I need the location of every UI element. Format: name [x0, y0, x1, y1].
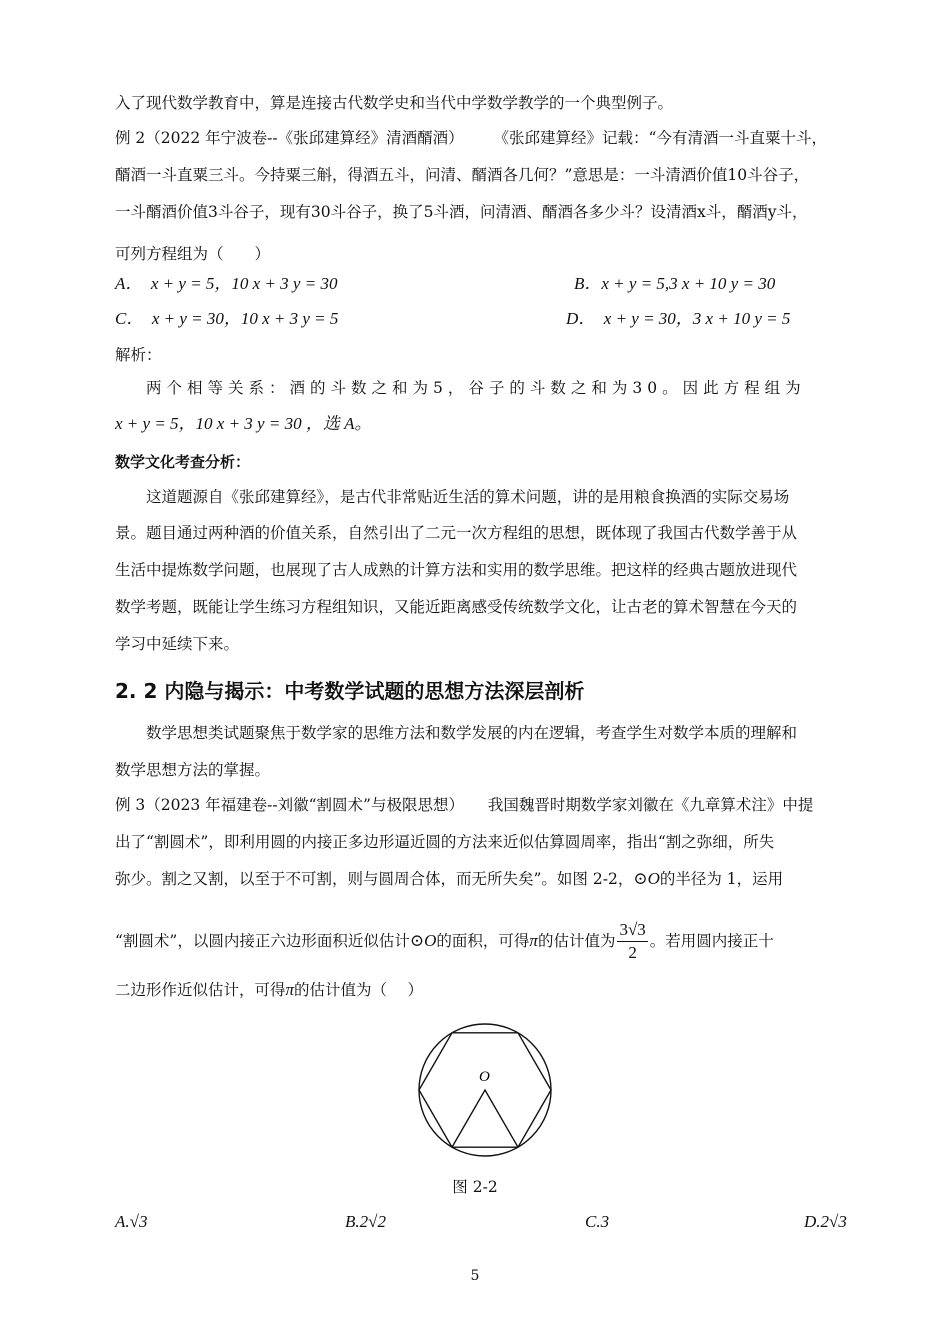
culture-analysis-line2: 景。题目通过两种酒的价值关系，自然引出了二元一次方程组的思想，既体现了我国古代数学善于从: [115, 524, 798, 542]
circle-o-symbol: ⊙O: [633, 869, 660, 888]
solution-line2: x + y = 5，10 x + 3 y = 30 ，选 A。: [115, 414, 372, 433]
example3-text-line2: 出了“割圆术”，即利用圆的内接正多边形逼近圆的方法来近似估算圆周率，指出“割之弥细，所失: [115, 833, 775, 851]
solution-label: 解析：: [115, 346, 162, 364]
example3-option-a: A.√3: [115, 1212, 148, 1231]
example2-text-line4: 可列方程组为（ ）: [115, 245, 271, 263]
example3-option-c: C.3: [585, 1212, 610, 1231]
example2-option-b: B．x + y = 5,3 x + 10 y = 30: [574, 274, 776, 293]
example2-text-line2: 醑酒一斗直粟三斗。今持粟三斛，得酒五斗，问清、醑酒各几何？”意思是：一斗清酒价值10斗谷子，: [115, 166, 810, 184]
pi-symbol: π: [529, 931, 538, 950]
example3-source: 例 3（2023 年福建卷--刘徽“割圆术”与极限思想）: [115, 796, 464, 814]
example3-line3-part2: 的半径为 1，运用: [659, 870, 784, 888]
solution-line1: 两个相等关系：酒的斗数之和为5，谷子的斗数之和为30。因此方程组为: [146, 379, 806, 397]
example2-option-c: C． x + y = 30，10 x + 3 y = 5: [115, 309, 339, 328]
example3-line4-part2: 的面积，可得: [436, 932, 530, 950]
center-label-o: O: [479, 1069, 490, 1085]
fraction-3-root3-over-2: [617, 919, 647, 964]
example3-option-d: D.2√3: [804, 1212, 847, 1231]
example2-source: 例 2（2022 年宁波卷--《张邱建算经》清酒醑酒）: [115, 129, 464, 147]
example2-text-line1: 《张邱建算经》记载：“今有清酒一斗直粟十斗，: [493, 129, 827, 147]
example3-line5-part1: 二边形作近似估计，可得: [115, 981, 286, 999]
fraction-denominator: 2: [628, 942, 637, 962]
example3-line4-part1: “割圆术”，以圆内接正六边形面积近似估计: [115, 932, 410, 950]
example3-line5-part2: 的估计值为（ ）: [294, 981, 423, 999]
center-triangle: [452, 1090, 518, 1147]
section-paragraph-line2: 数学思想方法的掌握。: [115, 761, 271, 779]
figure-caption: 图 2-2: [452, 1178, 498, 1196]
culture-analysis-line1: 这道题源自《张邱建算经》，是古代非常贴近生活的算术问题，讲的是用粮食换酒的实际交易场: [146, 488, 790, 506]
example3-text-line3: [115, 866, 783, 892]
figure-circle-hexagon: [415, 1020, 555, 1160]
example2-option-d: D． x + y = 30，3 x + 10 y = 5: [566, 309, 791, 328]
example3-line4-part3: 的估计值为: [537, 932, 616, 950]
example3-line3-part1: 弥少。割之又割，以至于不可割，则与圆周合体，而无所失矣”。如图 2-2，: [115, 870, 634, 888]
example3-option-b: B.2√2: [345, 1212, 386, 1231]
example2-option-a: A． x + y = 5，10 x + 3 y = 30: [115, 274, 338, 293]
section-paragraph-line1: 数学思想类试题聚焦于数学家的思维方法和数学发展的内在逻辑，考查学生对数学本质的理解和: [146, 724, 798, 742]
section-heading: 2. 2 内隐与揭示：中考数学试题的思想方法深层剖析: [115, 679, 585, 703]
example3-title: [115, 792, 813, 818]
fraction-numerator: 3√3: [617, 919, 647, 942]
example2-title: [115, 125, 827, 151]
example3-line4-part4: 。若用圆内接正十: [649, 932, 774, 950]
culture-analysis-line4: 数学考题，既能让学生练习方程组知识，又能近距离感受传统数学文化，让古老的算术智慧在今天的: [115, 598, 798, 616]
example2-text-line3: 一斗醑酒价值3斗谷子，现有30斗谷子，换了5斗酒，问清酒、醑酒各多少斗？设清酒x斗，醑酒y斗，: [115, 203, 808, 221]
pi-symbol-2: π: [285, 980, 295, 999]
intro-paragraph-tail: 入了现代数学教育中，算是连接古代数学史和当代中学数学教学的一个典型例子。: [115, 94, 674, 112]
culture-analysis-heading: 数学文化考查分析：: [115, 453, 251, 471]
culture-analysis-line5: 学习中延续下来。: [115, 635, 240, 653]
page-number: 5: [470, 1268, 480, 1284]
example3-text-line1: 我国魏晋时期数学家刘徽在《九章算术注》中提: [487, 796, 814, 814]
culture-analysis-line3: 生活中提炼数学问题，也展现了古人成熟的计算方法和实用的数学思维。把这样的经典古题放进现代: [115, 561, 798, 579]
example3-text-line5: [115, 977, 423, 1003]
example3-text-line4: [115, 916, 774, 966]
circle-o-symbol-2: ⊙O: [409, 931, 437, 950]
